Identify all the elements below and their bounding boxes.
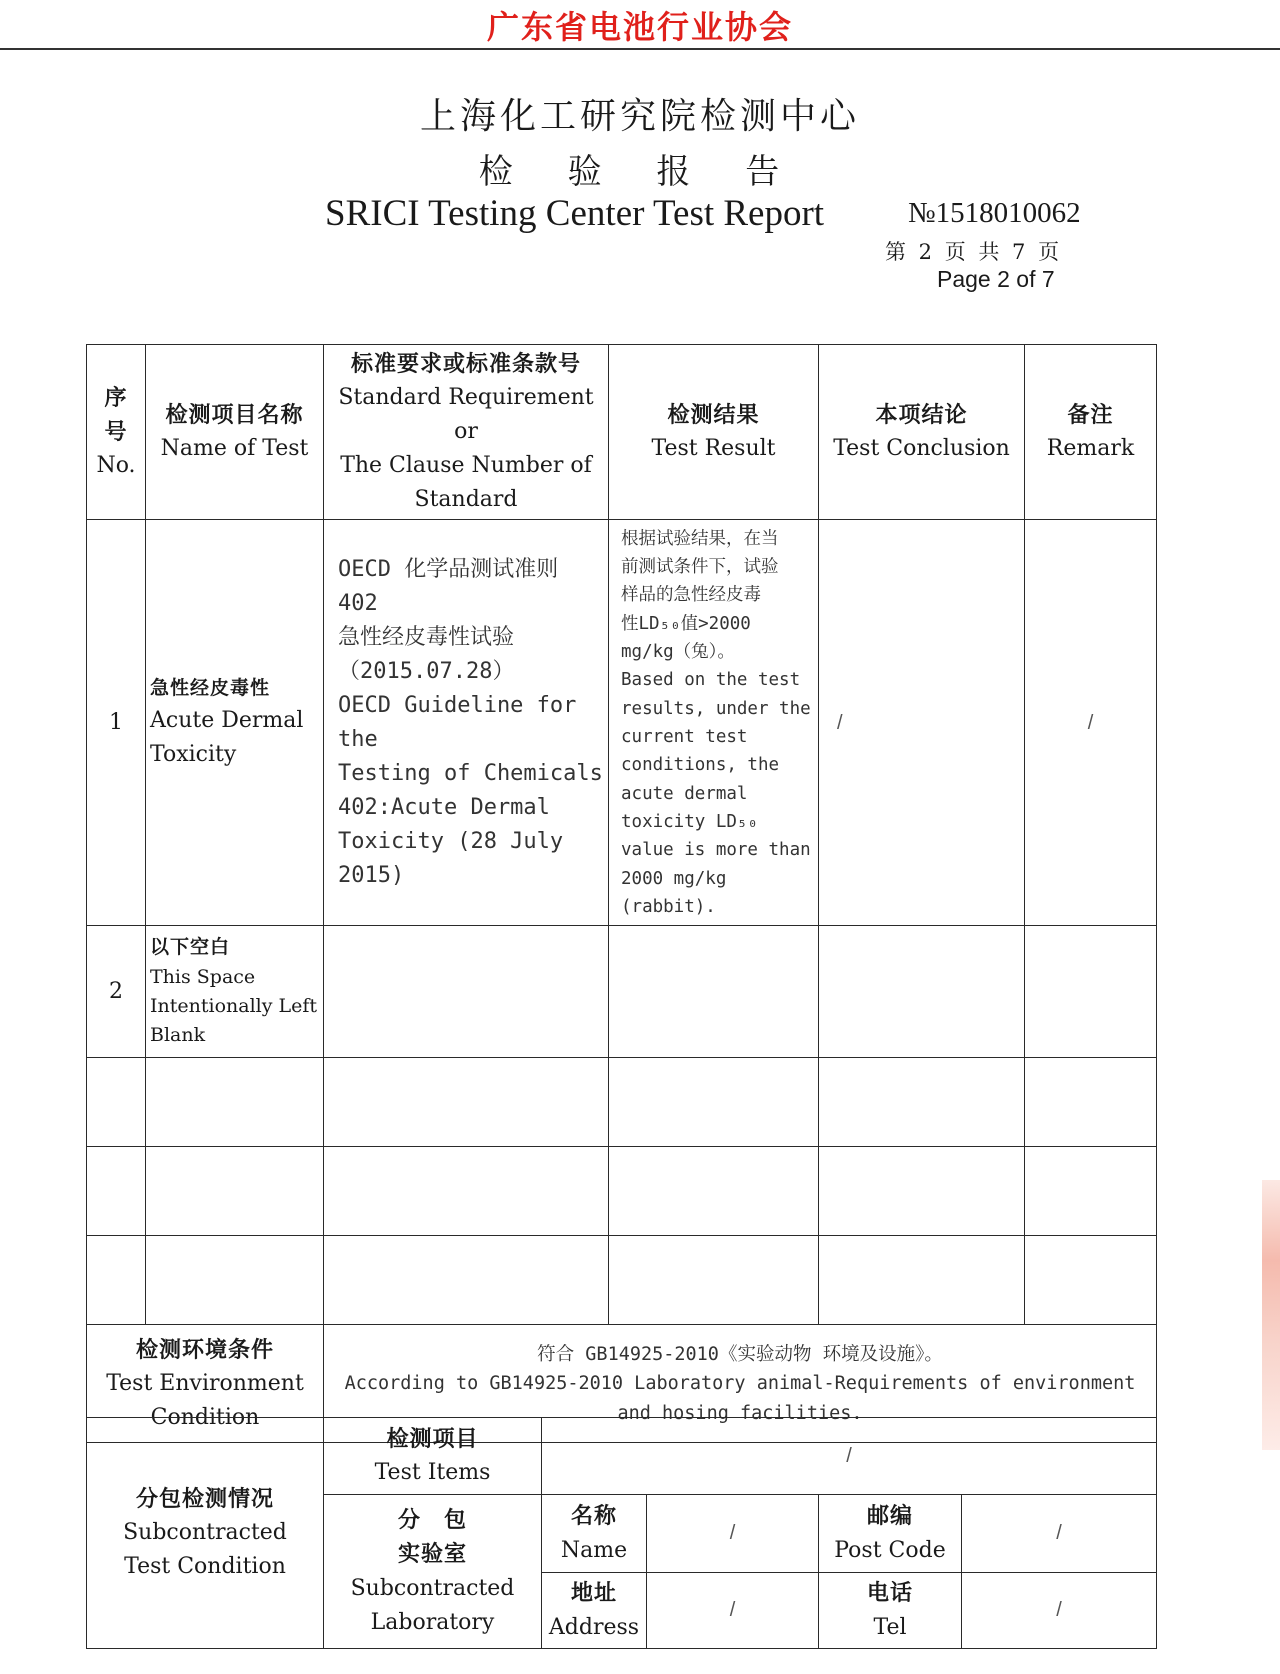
- empty-row: [87, 1236, 1157, 1325]
- table-row: [87, 520, 1157, 926]
- table-row: [87, 926, 1157, 1058]
- test-items-label: 检测项目 Test Items: [324, 1418, 542, 1495]
- test-items-value: /: [542, 1418, 1157, 1495]
- header-test-name: 检测项目名称 Name of Test: [146, 345, 324, 520]
- page-indicator-en: Page 2 of 7: [937, 266, 1055, 292]
- tel-label: 电话 Tel: [819, 1573, 962, 1649]
- row-conclusion: [819, 926, 1025, 1058]
- post-code-value: /: [962, 1495, 1157, 1573]
- row-standard: [324, 926, 609, 1058]
- lab-name-label: 名称 Name: [542, 1495, 647, 1573]
- environment-text: 符合 GB14925-2010《实验动物 环境及设施》。 According to GB14925-2010 Laboratory animal-Requirements of environment and hosing facilities.: [324, 1325, 1157, 1443]
- page-indicator-cn: 第 2 页 共 7 页: [885, 240, 1063, 264]
- report-title-cn: 检 验 报 告: [478, 152, 802, 192]
- association-banner: [0, 0, 1280, 50]
- subcontract-label: 分包检测情况 Subcontracted Test Condition: [87, 1418, 324, 1649]
- row-remark: [1025, 926, 1157, 1058]
- header-remark: 备注 Remark: [1025, 345, 1157, 520]
- row-test-name: 以下空白 This Space Intentionally Left Blank: [146, 926, 324, 1058]
- row-remark: /: [1025, 520, 1157, 926]
- header-standard: 标准要求或标准条款号 Standard Requirement or The Clause Number of Standard: [324, 345, 609, 520]
- banner-title: 广东省电池行业协会: [486, 8, 793, 46]
- row-result: [609, 926, 819, 1058]
- report-title-en: SRICI Testing Center Test Report: [325, 193, 825, 234]
- lab-address-value: /: [647, 1573, 819, 1649]
- header-result: 检测结果 Test Result: [609, 345, 819, 520]
- header-no: 序 号 No.: [87, 345, 146, 520]
- row-number: 2: [87, 926, 146, 1058]
- row-result: 根据试验结果，在当 前测试条件下，试验 样品的急性经皮毒 性LD₅₀值>2000 mg/kg（兔）。 Based on the test results, under the current test conditions, the acute dermal toxicity LD₅₀ value is more than 2000 mg/kg (rabbit).: [609, 520, 819, 926]
- tel-value: /: [962, 1573, 1157, 1649]
- row-number: 1: [87, 520, 146, 926]
- table-header-row: [87, 345, 1157, 520]
- report-number: №1518010062: [908, 197, 1081, 229]
- org-title-cn: 上海化工研究院检测中心: [419, 96, 860, 137]
- empty-row: [87, 1147, 1157, 1236]
- empty-row: [87, 1058, 1157, 1147]
- post-code-label: 邮编 Post Code: [819, 1495, 962, 1573]
- row-standard: OECD 化学品测试准则 402 急性经皮毒性试验 （2015.07.28） OECD Guideline for the Testing of Chemicals 402:Acute Dermal Toxicity (28 July 2015): [324, 520, 609, 926]
- test-results-table: [86, 344, 1157, 1443]
- lab-name-value: /: [647, 1495, 819, 1573]
- subcontract-table: [86, 1417, 1157, 1649]
- subcontract-lab-label: 分 包 实验室 Subcontracted Laboratory: [324, 1495, 542, 1649]
- seal-stamp-edge: [1262, 1180, 1280, 1450]
- environment-label: 检测环境条件 Test Environment Condition: [87, 1325, 324, 1443]
- header-conclusion: 本项结论 Test Conclusion: [819, 345, 1025, 520]
- lab-address-label: 地址 Address: [542, 1573, 647, 1649]
- row-conclusion: /: [819, 520, 1025, 926]
- row-test-name: 急性经皮毒性 Acute Dermal Toxicity: [146, 520, 324, 926]
- subcontract-items-row: [87, 1418, 1157, 1495]
